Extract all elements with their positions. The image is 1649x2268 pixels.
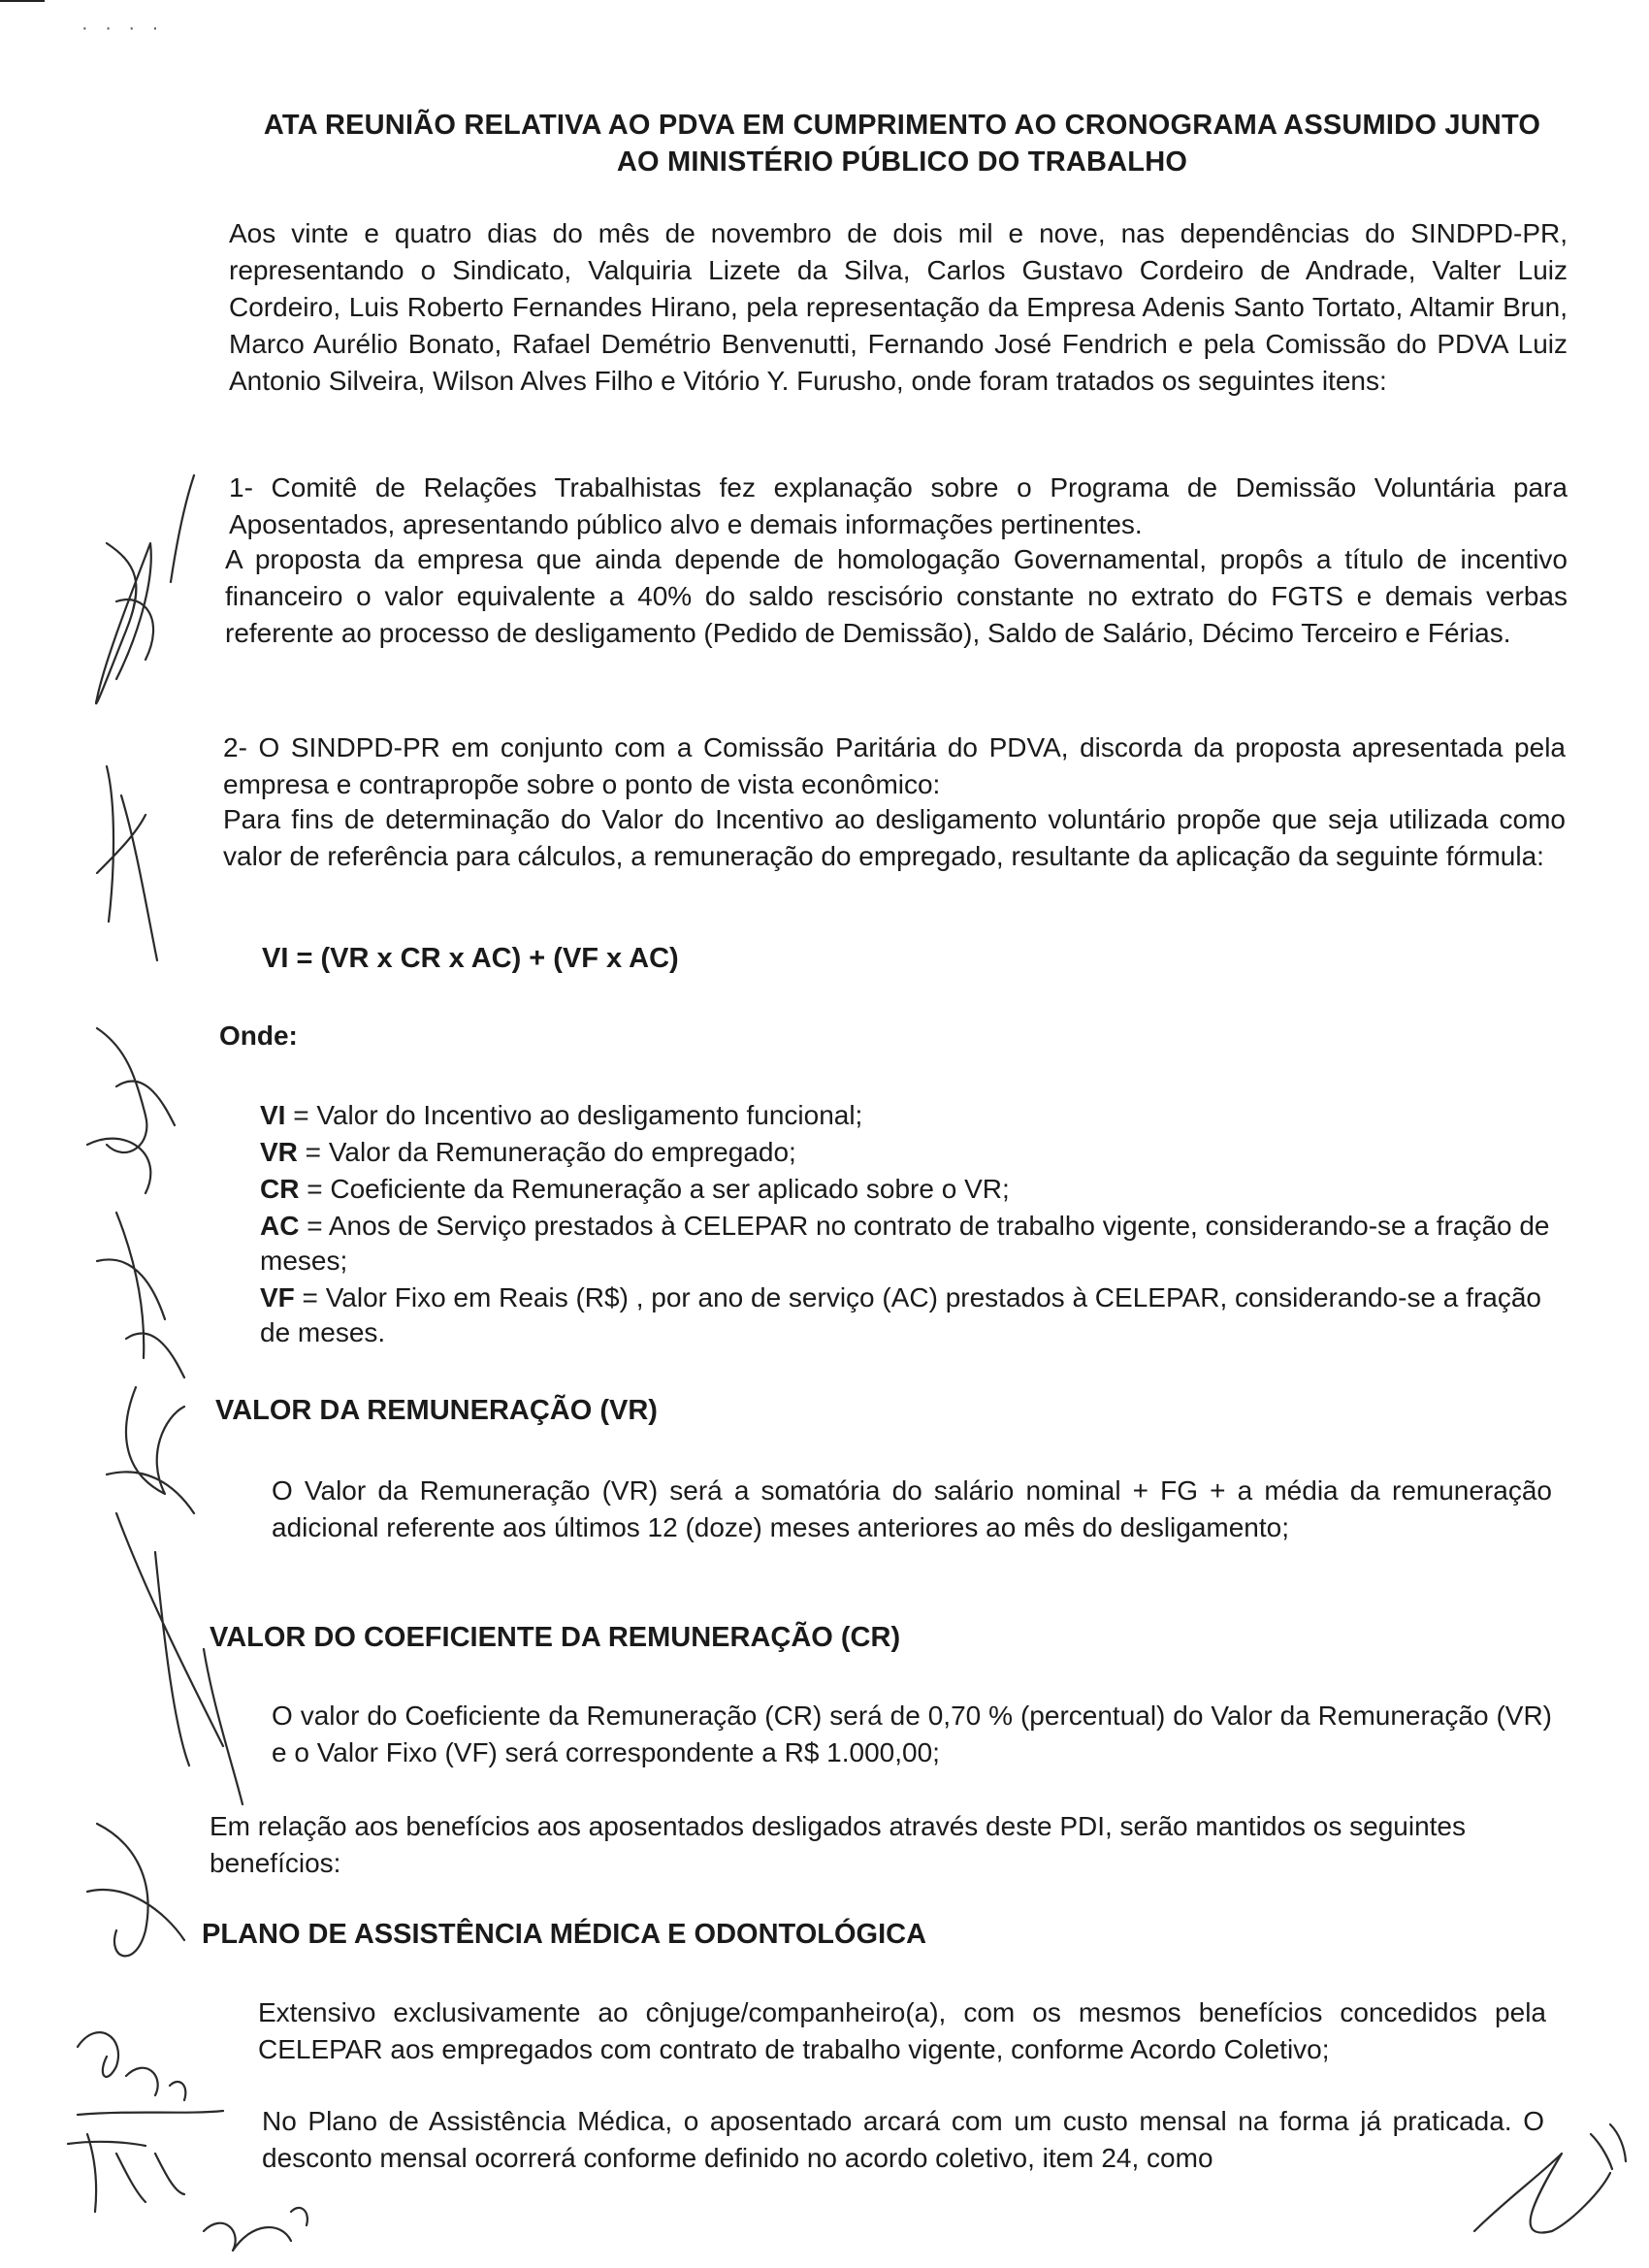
definition-text: = Valor Fixo em Reais (R$) , por ano de serviço (AC) prestados à CELEPAR, considerando-se a fração de meses. xyxy=(260,1282,1541,1347)
definition-vr xyxy=(260,1135,1560,1170)
definition-vi xyxy=(260,1098,1560,1133)
incentive-formula: VI = (VR x CR x AC) + (VF x AC) xyxy=(262,943,679,974)
definition-text: = Valor da Remuneração do empregado; xyxy=(297,1137,796,1167)
corner-marks: · · · · xyxy=(81,17,165,39)
beneficios-paragraph: Em relação aos benefícios aos aposentados desligados através deste PDI, serão mantidos os seguintes benefícios: xyxy=(210,1811,1466,1878)
scan-edge-mark xyxy=(0,0,45,2)
definition-cr xyxy=(260,1172,1560,1207)
heading-coeficiente-remuneracao: VALOR DO COEFICIENTE DA REMUNERAÇÃO (CR) xyxy=(210,1622,901,1653)
heading-plano-assistencia: PLANO DE ASSISTÊNCIA MÉDICA E ODONTOLÓGICA xyxy=(202,1919,927,1950)
onde-label: Onde: xyxy=(219,1021,298,1051)
item-2-formula-intro: Para fins de determinação do Valor do Incentivo ao desligamento voluntário propõe que seja utilizada como valor de referência para cálculos, a remuneração do empregado, resultante da aplicação da seguinte fórmula: xyxy=(223,804,1566,871)
cr-paragraph: O valor do Coeficiente da Remuneração (CR) será de 0,70 % (percentual) do Valor da Remuneração (VR) e o Valor Fixo (VF) será correspondente a R$ 1.000,00; xyxy=(272,1701,1552,1767)
definition-text: = Anos de Serviço prestados à CELEPAR no contrato de trabalho vigente, considerando-se a fração de meses; xyxy=(260,1211,1550,1276)
vr-paragraph: O Valor da Remuneração (VR) será a somatória do salário nominal + FG + a média da remuneração adicional referente aos últimos 12 (doze) meses anteriores ao mês do desligamento; xyxy=(272,1475,1552,1542)
definition-vf xyxy=(260,1280,1560,1350)
definition-text: = Valor do Incentivo ao desligamento funcional; xyxy=(285,1100,863,1130)
definition-ac xyxy=(260,1209,1560,1279)
intro-paragraph: Aos vinte e quatro dias do mês de novembro de dois mil e nove, nas dependências do SINDPD-PR, representando o Sindicato, Valquiria Lizete da Silva, Carlos Gustavo Cordeiro de Andrade, Valter Luiz Cordeiro, Luis Roberto Fernandes Hirano, pela representação da Empresa Adenis Santo Tortato, Altamir Brun, Marco Aurélio Bonato, Rafael Demétrio Benvenutti, Fernando José Fendrich e pela Comissão do PDVA Luiz Antonio Silveira, Wilson Alves Filho e Vitório Y. Furusho, onde foram tratados os seguintes itens: xyxy=(229,218,1568,396)
item-1-paragraph: 1- Comitê de Relações Trabalhistas fez explanação sobre o Programa de Demissão Voluntária para Aposentados, apresentando público alvo e demais informações pertinentes. xyxy=(229,472,1568,539)
definition-term: AC xyxy=(260,1211,300,1241)
title-line-2: AO MINISTÉRIO PÚBLICO DO TRABALHO xyxy=(616,146,1188,178)
definition-text: = Coeficiente da Remuneração a ser aplicado sobre o VR; xyxy=(299,1174,1010,1204)
definition-term: VR xyxy=(260,1137,298,1167)
heading-valor-remuneracao: VALOR DA REMUNERAÇÃO (VR) xyxy=(215,1395,658,1426)
item-1-proposal: A proposta da empresa que ainda depende de homologação Governamental, propôs a título de incentivo financeiro o valor equivalente a 40% do saldo rescisório constante no extrato do FGTS e demais verbas referente ao processo de desligamento (Pedido de Demissão), Saldo de Salário, Décimo Terceiro e Férias. xyxy=(225,544,1568,648)
title-line-1: ATA REUNIÃO RELATIVA AO PDVA EM CUMPRIMENTO AO CRONOGRAMA ASSUMIDO JUNTO xyxy=(263,110,1541,141)
definition-term: VF xyxy=(260,1282,295,1312)
item-2-paragraph: 2- O SINDPD-PR em conjunto com a Comissão Paritária do PDVA, discorda da proposta apresentada pela empresa e contrapropõe sobre o ponto de vista econômico: xyxy=(223,732,1566,799)
definition-term: VI xyxy=(260,1100,286,1130)
definition-term: CR xyxy=(260,1174,300,1204)
plano-paragraph-1: Extensivo exclusivamente ao cônjuge/companheiro(a), com os mesmos benefícios concedidos pela CELEPAR aos empregados com contrato de trabalho vigente, conforme Acordo Coletivo; xyxy=(258,1997,1546,2064)
document-title xyxy=(213,107,1591,180)
plano-paragraph-2: No Plano de Assistência Médica, o aposentado arcará com um custo mensal na forma já praticada. O desconto mensal ocorrerá conforme definido no acordo coletivo, item 24, como xyxy=(262,2106,1544,2173)
